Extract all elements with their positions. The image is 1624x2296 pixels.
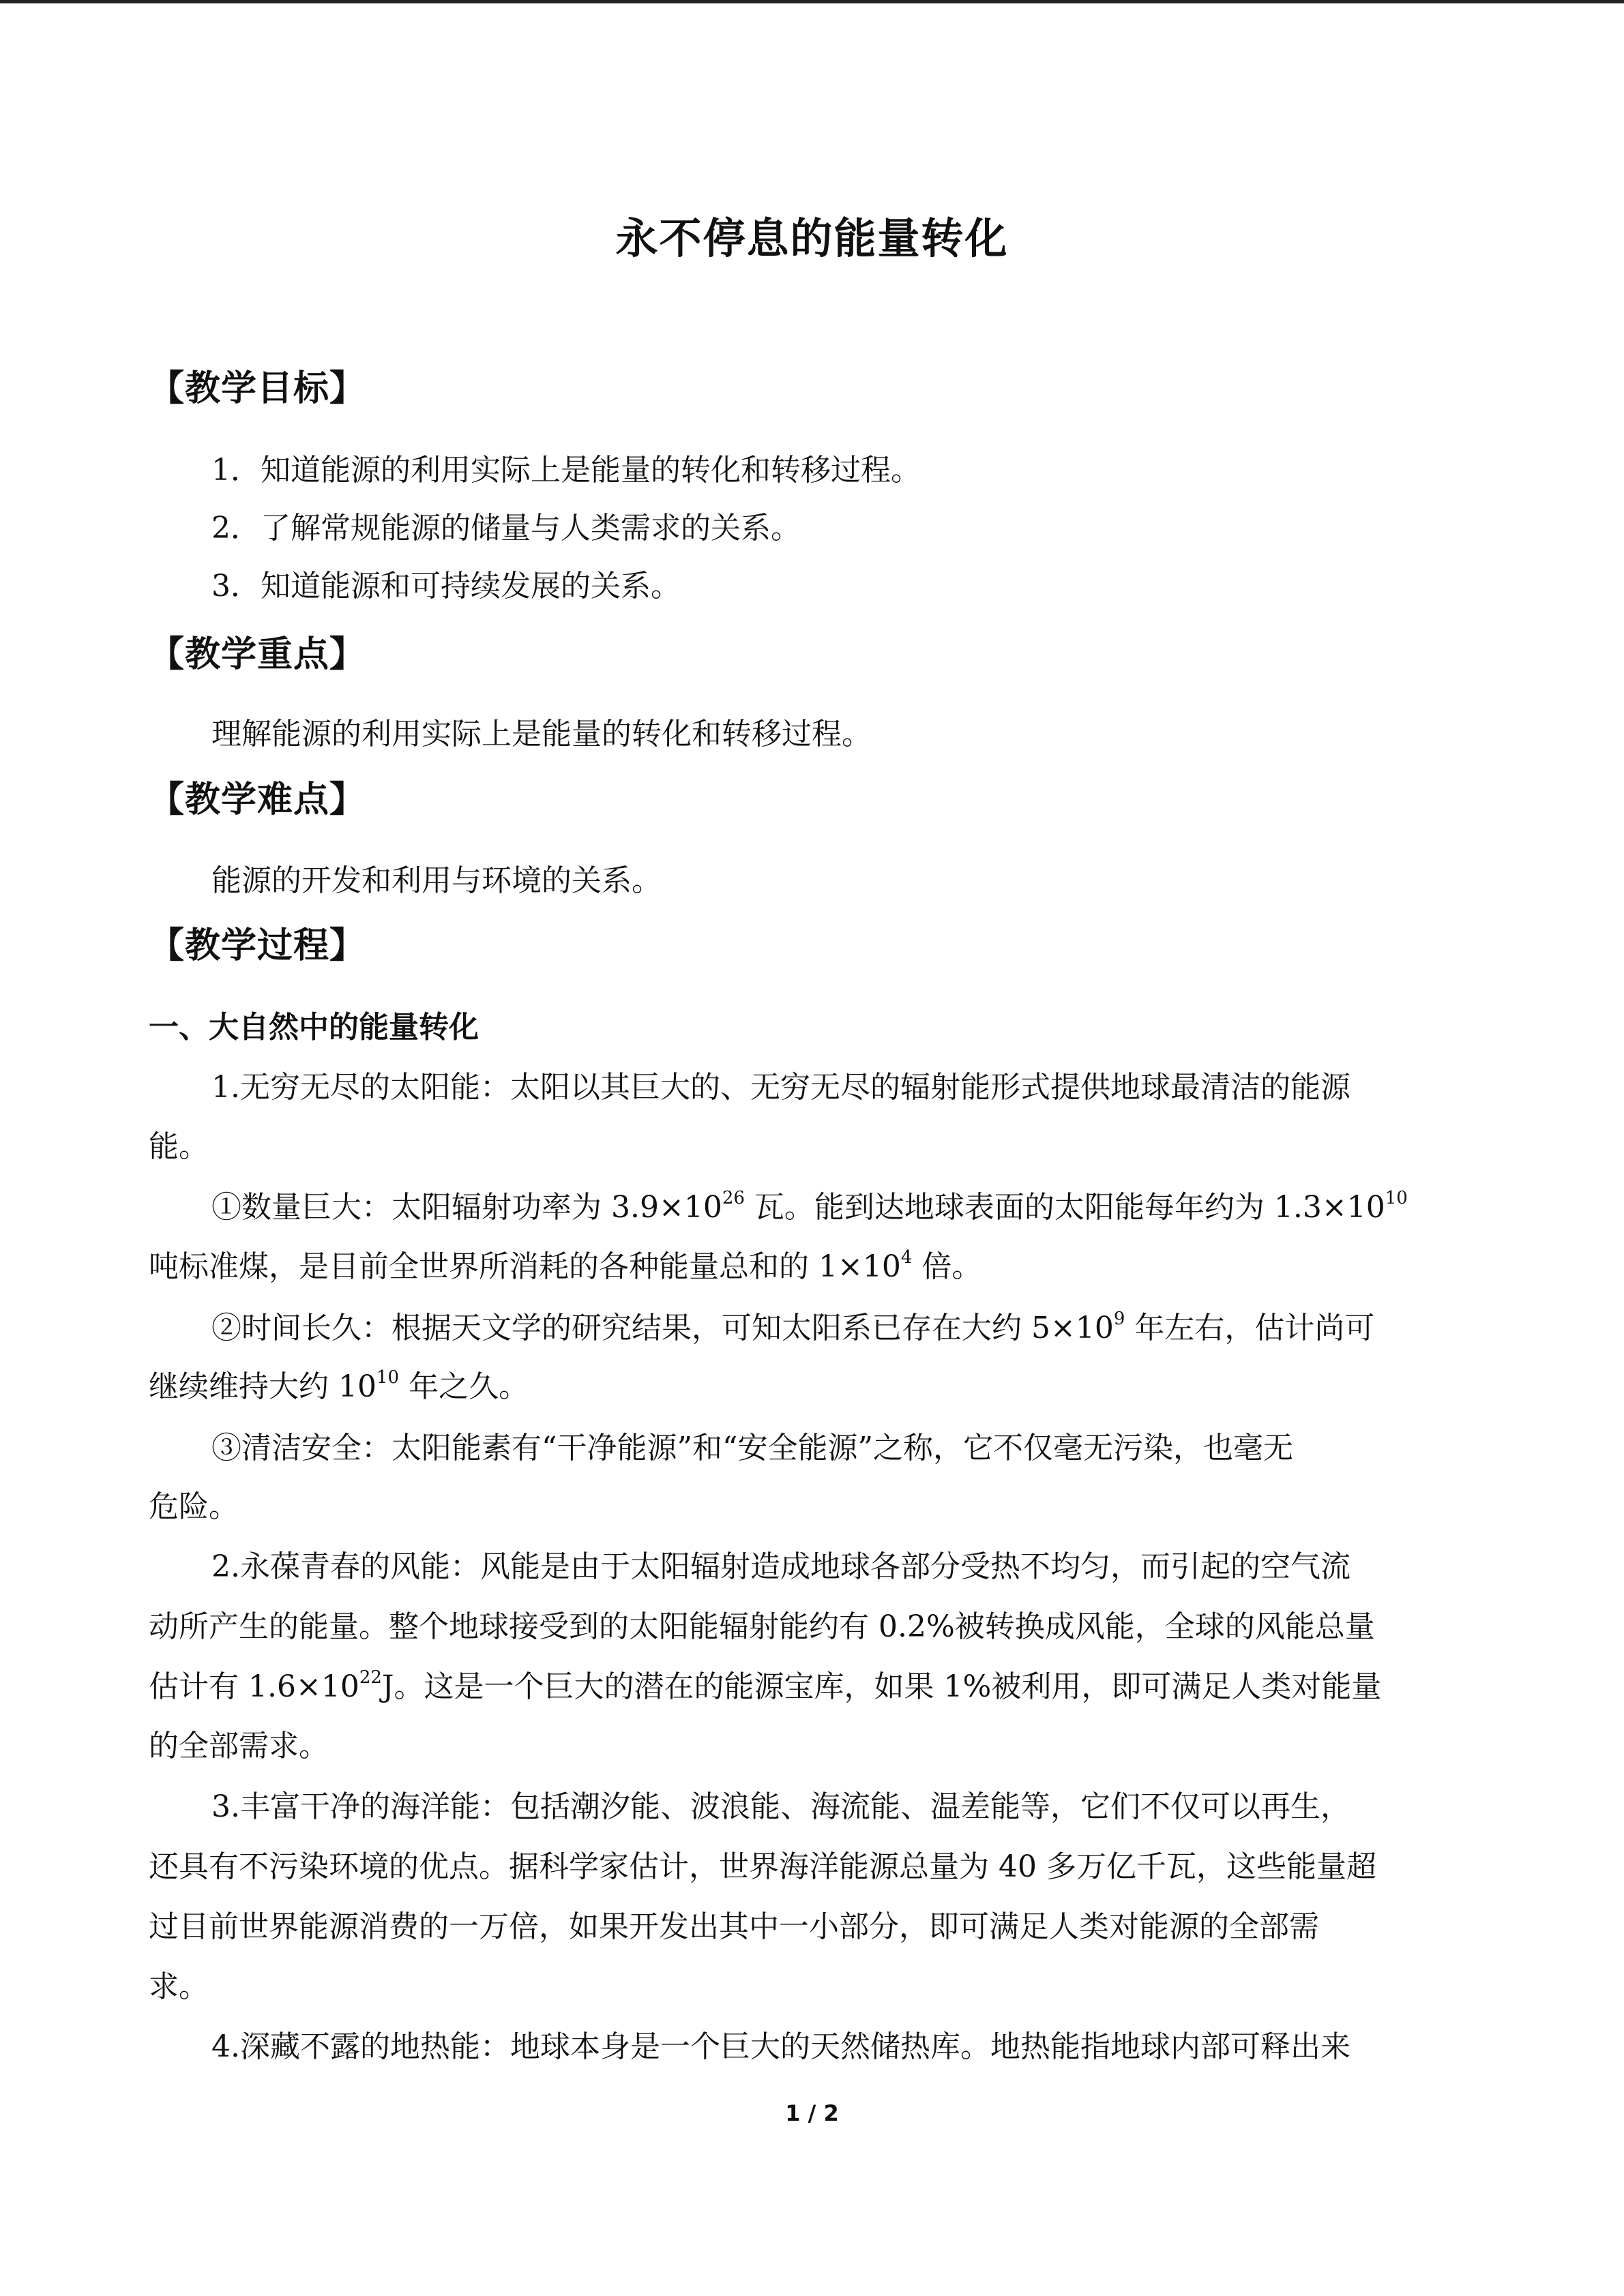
objective-item: 3．知道能源和可持续发展的关系。 [211, 569, 681, 603]
difficulty-text: 能源的开发和利用与环境的关系。 [211, 863, 662, 898]
section-heading-key-points: 【教学重点】 [149, 634, 366, 675]
paragraph-line: ③清洁安全：太阳能素有“干净能源”和“安全能源”之称，它不仅毫无污染，也毫无 [211, 1431, 1293, 1465]
paragraph-line: ②时间长久：根据天文学的研究结果，可知太阳系已存在大约 $5\times 10^9$ 年左右，估计尚可 [211, 1309, 1375, 1345]
paragraph-line: 能。 [149, 1129, 209, 1164]
top-border [0, 0, 1624, 3]
page-number: 1 / 2 [785, 2100, 839, 2126]
paragraph-line: 估计有 $1.6\times 10^{22}J$。这是一个巨大的潜在的能源宝库，如果 1%被利用，即可满足人类对能量 [149, 1667, 1382, 1704]
objective-item: 1．知道能源的利用实际上是能量的转化和转移过程。 [211, 453, 921, 488]
paragraph-line: 危险。 [149, 1489, 239, 1524]
key-point-text: 理解能源的利用实际上是能量的转化和转移过程。 [211, 717, 872, 751]
paragraph-line: 的全部需求。 [149, 1729, 329, 1763]
paragraph-line: 吨标准煤，是目前全世界所消耗的各种能量总和的 $1\times 10^4$ 倍。 [149, 1247, 982, 1284]
paragraph-line: ①数量巨大：太阳辐射功率为 $3.9\times 10^{26}$ 瓦。能到达地球表面的太阳能每年约为 $1.3\times 10^{10}$ [211, 1188, 1408, 1225]
section-heading-objectives: 【教学目标】 [149, 368, 366, 409]
paragraph-line: 4.深藏不露的地热能：地球本身是一个巨大的天然储热库。地热能指地球内部可释出来 [211, 2029, 1350, 2064]
paragraph-line: 动所产生的能量。整个地球接受到的太阳能辐射能约有 0.2%被转换成风能，全球的风能总量 [149, 1609, 1375, 1644]
paragraph-line: 求。 [149, 1969, 209, 2004]
objective-item: 2．了解常规能源的储量与人类需求的关系。 [211, 511, 801, 546]
process-subheading: 一、大自然中的能量转化 [149, 1010, 479, 1045]
paragraph-line: 1.无穷无尽的太阳能：太阳以其巨大的、无穷无尽的辐射能形式提供地球最清洁的能源 [211, 1070, 1350, 1105]
page-title: 永不停息的能量转化 [615, 213, 1009, 263]
paragraph-line: 3.丰富干净的海洋能：包括潮汐能、波浪能、海流能、温差能等，它们不仅可以再生， [211, 1789, 1350, 1824]
paragraph-line: 继续维持大约 $10^{10}$ 年之久。 [149, 1367, 529, 1404]
paragraph-line: 还具有不污染环境的优点。据科学家估计，世界海洋能源总量为 40 多万亿千瓦，这些能量超 [149, 1849, 1376, 1884]
section-heading-process: 【教学过程】 [149, 925, 366, 966]
paragraph-line: 2.永葆青春的风能：风能是由于太阳辐射造成地球各部分受热不均匀，而引起的空气流 [211, 1549, 1350, 1584]
section-heading-difficulties: 【教学难点】 [149, 779, 366, 820]
paragraph-line: 过目前世界能源消费的一万倍，如果开发出其中一小部分，即可满足人类对能源的全部需 [149, 1909, 1319, 1944]
